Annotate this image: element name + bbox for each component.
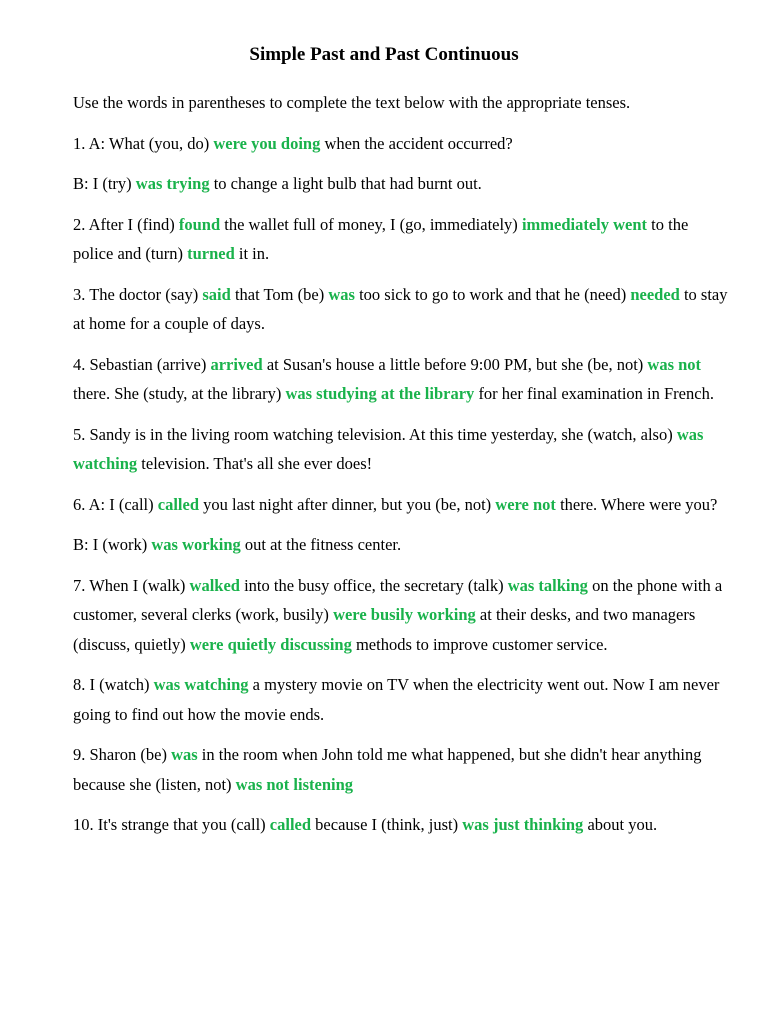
- page-title: Simple Past and Past Continuous: [249, 44, 519, 65]
- answer-text: called: [157, 494, 200, 514]
- exercise-paragraph: [73, 490, 732, 520]
- answer-text: immediately went: [521, 214, 648, 234]
- prompt-text: 1. A: What (you, do): [73, 133, 214, 153]
- prompt-text: there. She (study, at the library): [73, 384, 286, 403]
- prompt-text: 8. I (watch): [73, 675, 154, 694]
- exercise-paragraph: [73, 350, 732, 409]
- answer-text: arrived: [210, 354, 263, 374]
- prompt-text: 6. A: I (call): [73, 494, 158, 514]
- prompt-text: because I (think, just): [311, 815, 463, 834]
- prompt-text: 3. The doctor (say): [73, 284, 203, 304]
- prompt-text: at Susan's house a little before 9:00 PM, but she (be, not): [262, 354, 648, 374]
- answer-text: turned: [187, 244, 235, 263]
- answer-text: found: [178, 214, 221, 234]
- prompt-text: that Tom (be): [230, 284, 329, 304]
- prompt-text: you last night after dinner, but you (be, not): [199, 494, 496, 514]
- answer-text: was: [328, 284, 355, 304]
- exercise-paragraph: [73, 210, 732, 269]
- prompt-text: B: I (try): [73, 174, 136, 193]
- answer-text: was just thinking: [462, 815, 584, 834]
- prompt-text: television. That's all she ever does!: [137, 454, 373, 473]
- answer-text: was talking: [507, 575, 588, 595]
- answer-text: was watching: [153, 675, 249, 694]
- prompt-text: methods to improve customer service.: [351, 634, 608, 654]
- prompt-text: 9. Sharon (be): [73, 745, 172, 764]
- answer-text: was working: [151, 535, 241, 554]
- prompt-text: there. Where were you?: [555, 494, 718, 514]
- answer-text: called: [269, 815, 312, 834]
- prompt-text: B: I (work): [73, 535, 152, 554]
- exercise-paragraph: [73, 420, 732, 479]
- prompt-text: to change a light bulb that had burnt out.: [209, 174, 482, 193]
- prompt-text: out at the fitness center.: [240, 535, 402, 554]
- answer-text: was not: [647, 354, 702, 374]
- prompt-text: on the phone with a customer, several clerks (work, busily): [73, 575, 723, 624]
- answer-text: was studying at the library: [285, 384, 475, 403]
- prompt-text: about you.: [583, 815, 658, 834]
- prompt-text: the wallet full of money, I (go, immediately): [220, 214, 522, 234]
- prompt-text: 7. When I (walk): [73, 575, 190, 595]
- exercise-paragraph: [73, 670, 732, 729]
- prompt-text: to the police and (turn): [73, 214, 689, 263]
- prompt-text: in the room when John told me what happened, but she didn't hear anything because she (listen, not): [73, 745, 702, 794]
- prompt-text: it in.: [234, 244, 270, 263]
- answer-text: were you doing: [213, 133, 321, 153]
- exercise-paragraph: [73, 169, 732, 199]
- answer-text: were busily working: [333, 605, 476, 624]
- answer-text: were not: [495, 494, 556, 514]
- exercise-list: [73, 129, 732, 840]
- answer-text: was watching: [73, 424, 704, 473]
- prompt-text: 5. Sandy is in the living room watching television. At this time yesterday, she (watch, also): [73, 424, 677, 444]
- exercise-paragraph: [73, 530, 732, 560]
- exercise-paragraph: [73, 740, 732, 799]
- answer-text: walked: [189, 575, 240, 595]
- prompt-text: at their desks, and two managers (discuss, quietly): [73, 605, 696, 654]
- exercise-paragraph: [73, 571, 732, 660]
- exercise-paragraph: [73, 810, 732, 840]
- answer-text: was trying: [135, 174, 210, 193]
- prompt-text: into the busy office, the secretary (talk): [239, 575, 508, 595]
- exercise-paragraph: [73, 129, 732, 159]
- prompt-text: when the accident occurred?: [320, 133, 513, 153]
- instructions: Use the words in parentheses to complete the text below with the appropriate tenses.: [73, 93, 631, 112]
- answer-text: said: [202, 284, 231, 304]
- prompt-text: 2. After I (find): [73, 214, 179, 234]
- prompt-text: too sick to go to work and that he (need): [354, 284, 631, 304]
- prompt-text: for her final examination in French.: [474, 384, 714, 403]
- prompt-text: a mystery movie on TV when the electricity went out. Now I am never going to find out how the movie ends.: [73, 675, 720, 724]
- exercise-paragraph: [73, 280, 732, 339]
- prompt-text: 10. It's strange that you (call): [73, 815, 270, 834]
- answer-text: were quietly discussing: [189, 634, 352, 654]
- answer-text: needed: [630, 284, 680, 304]
- answer-text: was not listening: [235, 774, 354, 794]
- prompt-text: 4. Sebastian (arrive): [73, 354, 211, 374]
- prompt-text: to stay at home for a couple of days.: [73, 284, 728, 333]
- answer-text: was: [171, 745, 198, 764]
